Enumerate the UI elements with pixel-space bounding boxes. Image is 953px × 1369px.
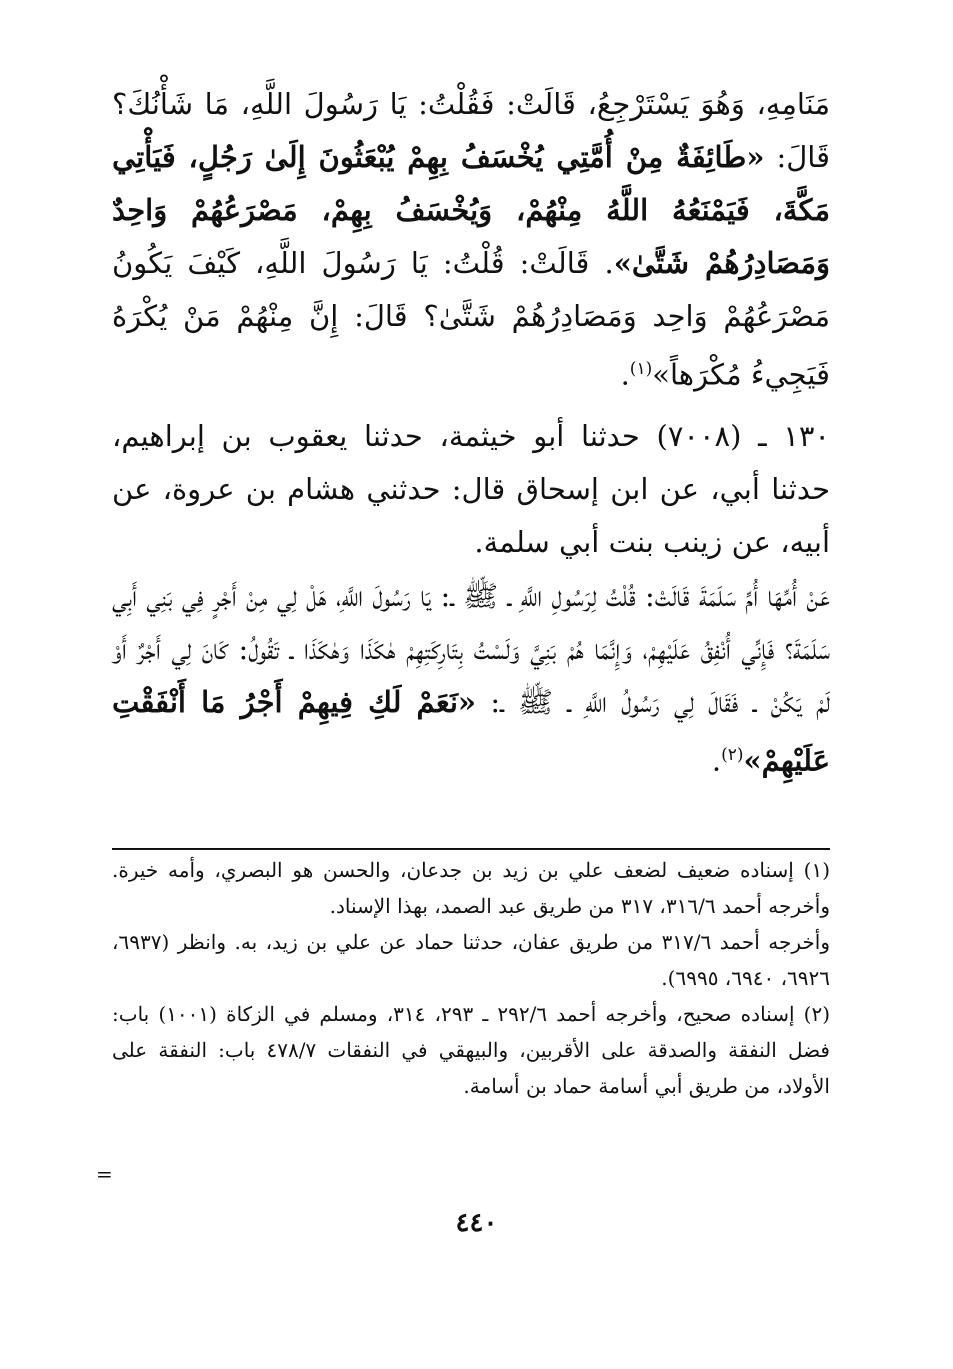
footnote-1-continued: وأخرجه أحمد ٣١٧/٦ من طريق عفان، حدثنا حماد عن علي بن زيد، به. وانظر (٦٩٣٧، ٦٩٢٦، ٦٩٤٠، ٦٩٩٥). [112,930,830,990]
paragraph-text [112,570,830,788]
paragraph-hadith-129-end [112,78,830,402]
isnad-paragraph-130 [112,410,830,569]
page-number: ٤٤٠ [455,1208,498,1238]
footnote-reference-1: (١) [629,359,653,379]
footnote-reference-2: (٢) [721,745,744,765]
paragraph-hadith-130-matn [112,570,830,788]
footnote-1: (١) إسناده ضعيف لضعف علي بن زيد بن جدعان، والحسن هو البصري، وأمه خيرة. وأخرجه أحمد ٣١٦/٦، ٣١٧ من طريق عبد الصمد، بهذا الإسناد. [112,858,830,918]
isnad-text: ١٣٠ ـ (٧٠٠٨) حدثنا أبو خيثمة، حدثنا يعقوب بن إبراهيم، حدثنا أبي، عن ابن إسحاق قال: حدثني هشام بن عروة، عن أبيه، عن زينب بنت أبي سلمة. [112,419,830,559]
paragraph-end-mark: . [711,743,722,778]
narration-text: مَنَامِهِ، وَهُوَ يَسْتَرْجِعُ، قَالَتْ: فَقُلْتُ: يَا رَسُولَ اللَّهِ، مَا شَأْنُكَ؟ قَالَ: [112,87,831,174]
paragraph-text [112,78,830,402]
footnote-2: (٢) إسناده صحيح، وأخرجه أحمد ٢٩٢/٦ ـ ٢٩٣، ٣١٤، ومسلم في الزكاة (١٠٠١) باب: فضل النفقة والصدقة على الأقربين، والبيهقي في النفقات ٤٧٨/٧ باب: النفقة على الأولاد، من طريق أبي أسامة حماد بن أسامة. [112,1002,831,1098]
narration-text-continued: . قَالَتْ: قُلْتُ: يَا رَسُولَ اللَّهِ، كَيْفَ يَكُونُ مَصْرَعُهُمْ وَاحِد وَمَصَادِرُهُمْ شَتَّىٰ؟ قَالَ: إِنَّ مِنْهُمْ مَنْ يُكْرَهُ فَيَجِيءُ مُكْرَهاً» [112,246,830,392]
prophetic-saying: «طَائِفَةٌ مِنْ أُمَّتِي يُخْسَفُ بِهِمْ يُبْعَثُونَ إِلَىٰ رَجُلٍ، فَيَأْتِي مَكَّةَ، فَيَمْنَعُهُ اللَّهُ مِنْهُمْ، وَيُخْسَفُ بِهِمْ، مَصْرَعُهُمْ وَاحِدٌ وَمَصَادِرُهُمْ شَتَّىٰ» [112,140,830,280]
footnotes [112,852,830,1104]
continuation-mark: = [96,1162,113,1186]
footnote-separator [112,848,830,850]
prophetic-saying: «نَعَمْ لَكِ فِيهِمْ أَجْرُ مَا أَنْفَقْتِ عَلَيْهِمْ» [112,685,830,778]
narration-text: عَنْ أُمِّهَا أُمِّ سَلَمَةَ قَالَتْ: قُلْتُ لِرَسُولِ اللَّهِ ـ ﷺ ـ: يَا رَسُولَ اللَّهِ، هَلْ لِي مِنْ أَجْرٍ فِي بَنِي أَبِي سَلَمَةَ؟ فَإِنِّي أُنْفِقُ عَلَيْهِمْ، وَإِنَّمَا هُمْ بَنِيَّ وَلَسْتُ بِتَارِكَتِهِمْ هٰكَذَا وَهٰكَذَا ـ تَقُولُ: كَانَ لِي أَجْرٌ أَوْ لَمْ يَكُنْ ـ فَقَالَ لِي رَسُولُ اللَّهِ ـ ﷺ ـ: [112,579,831,719]
paragraph-end-mark: . [620,357,630,392]
